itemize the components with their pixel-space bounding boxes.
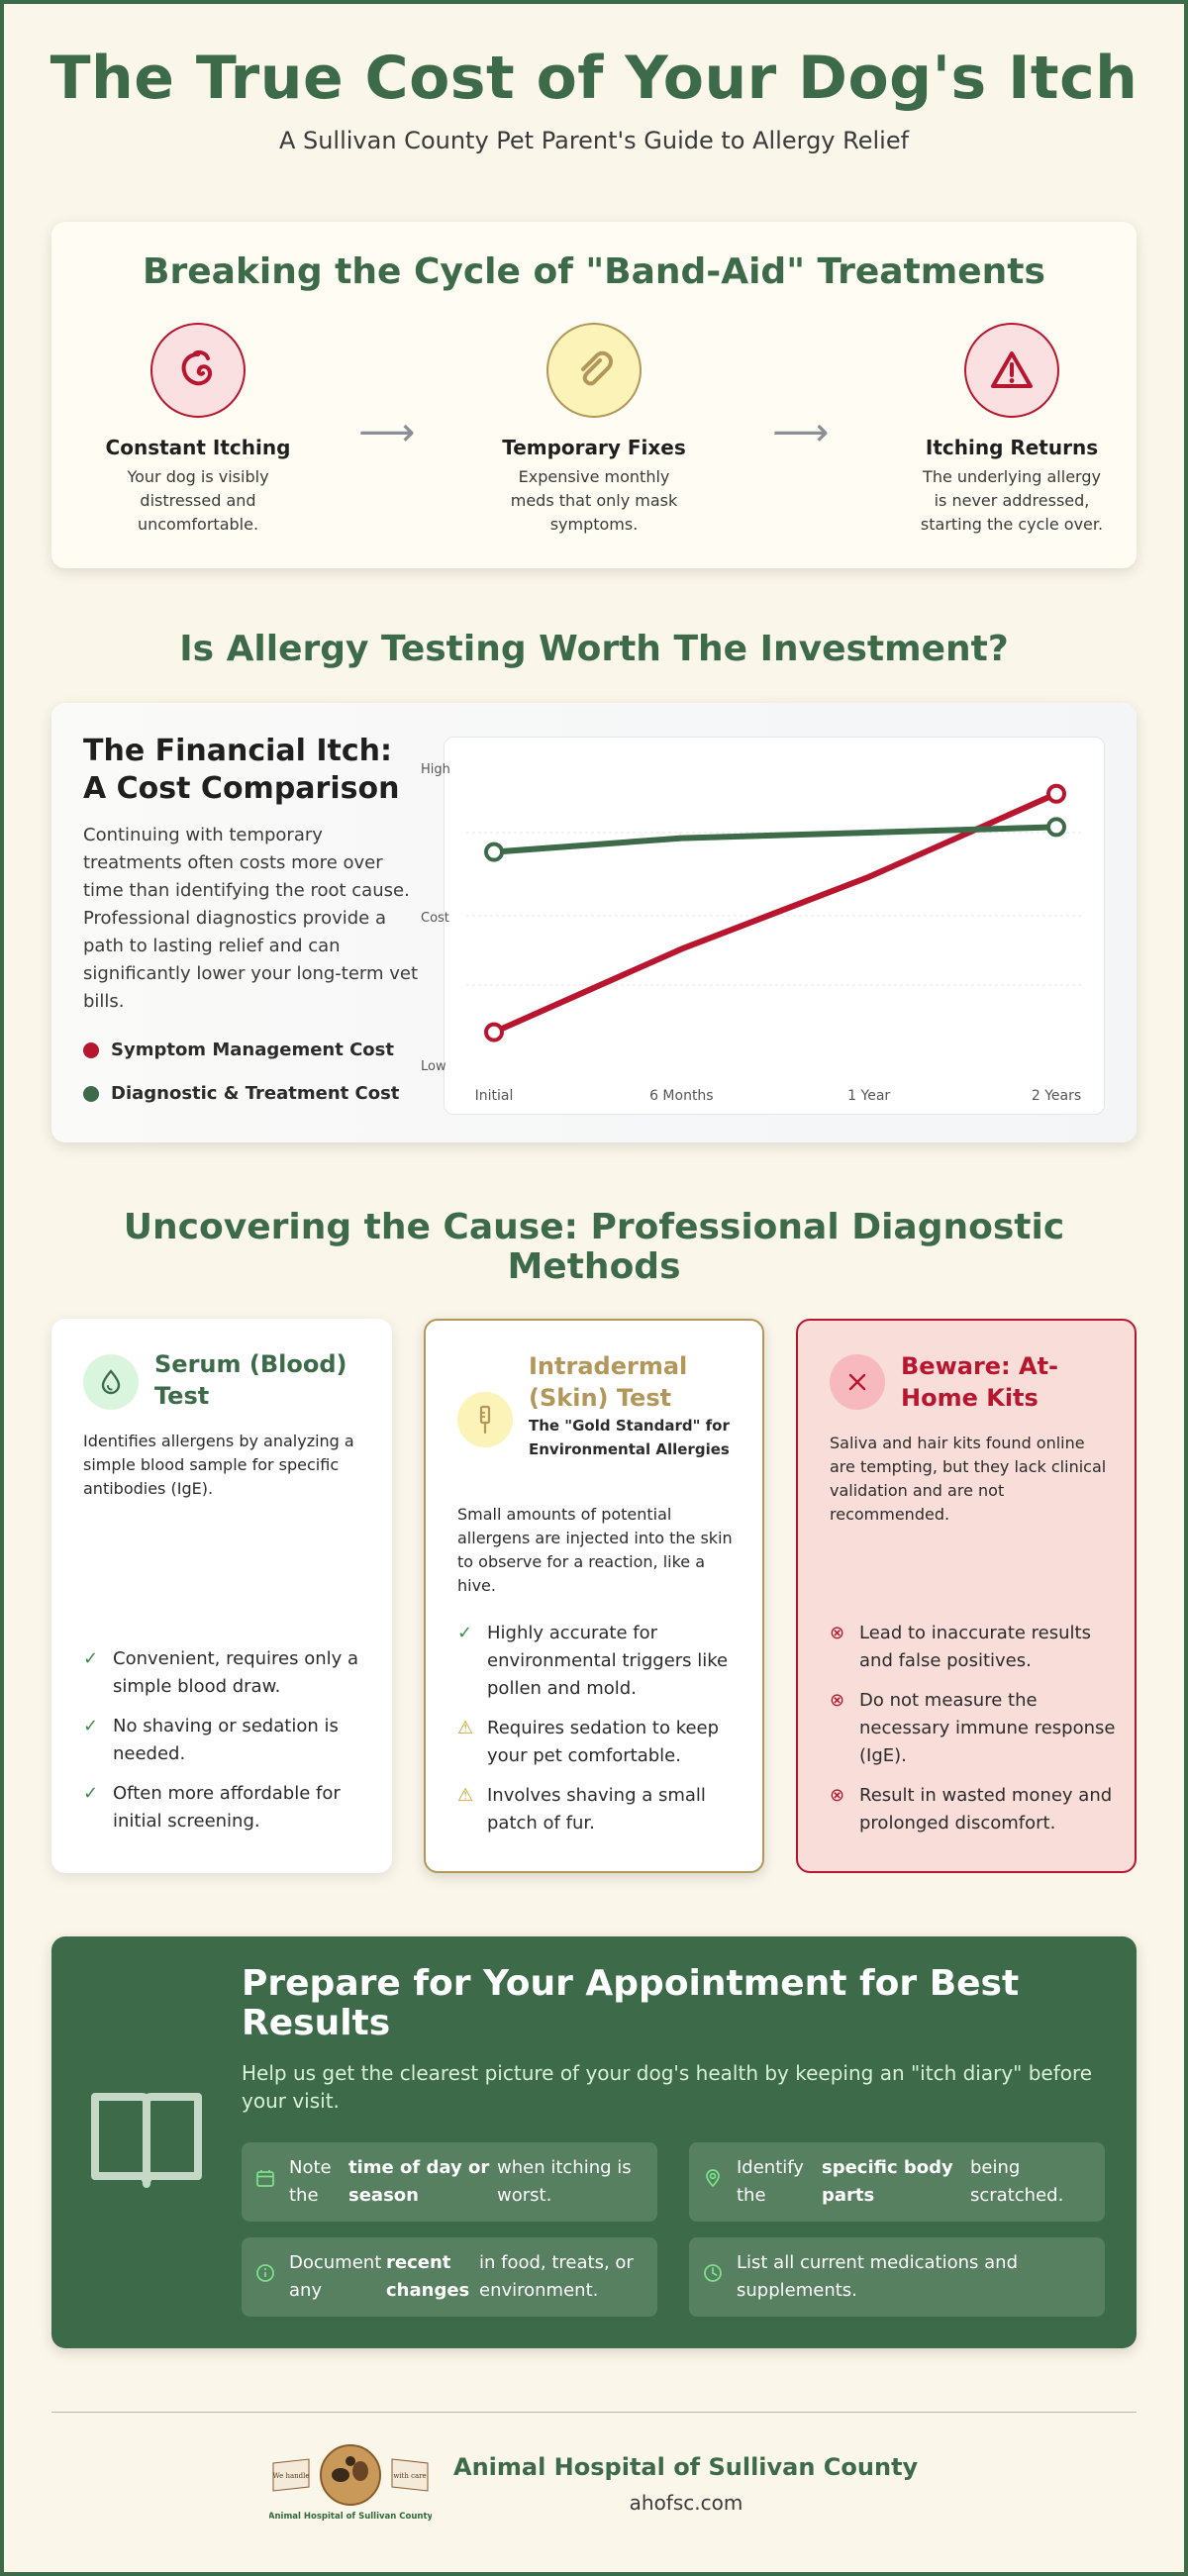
location-pin-icon xyxy=(703,2168,737,2197)
cycle-step-fixes xyxy=(485,323,703,537)
logo-text: Animal Hospital of Sullivan County xyxy=(269,2512,432,2522)
prepare-card xyxy=(51,1936,1137,2348)
x-circle-icon: ⊗ xyxy=(830,1690,845,1711)
list-item xyxy=(830,1620,1117,1675)
tip-text: Document any xyxy=(289,2252,382,2301)
step-title: Temporary Fixes xyxy=(502,436,686,459)
series-line xyxy=(494,827,1056,851)
method-desc: Identifies allergens by analyzing a simple blood sample for specific antibodies (IgE). xyxy=(83,1432,354,1498)
cycle-title: Breaking the Cycle of "Band-Aid" Treatments xyxy=(143,251,1045,292)
legend-item-diagnostic xyxy=(83,1083,399,1104)
x-tick-label: Initial xyxy=(474,1088,514,1104)
step-title: Constant Itching xyxy=(105,436,291,459)
check-icon: ✓ xyxy=(457,1623,473,1643)
x-tick-label: 2 Years xyxy=(1031,1088,1082,1104)
data-point xyxy=(1048,786,1064,802)
step-desc: The underlying allergy is never addressed, starting the cycle over. xyxy=(920,467,1104,534)
x-circle-icon: ⊗ xyxy=(830,1623,845,1643)
list-item xyxy=(457,1620,744,1703)
legend-label: Diagnostic & Treatment Cost xyxy=(111,1083,400,1104)
warning-icon: ⚠ xyxy=(457,1718,474,1738)
tip-text: when itching is worst. xyxy=(497,2157,632,2206)
list-item-text: Often more affordable for initial screening. xyxy=(113,1783,341,1832)
tip-text: being scratched. xyxy=(970,2157,1064,2206)
tip-body-parts xyxy=(689,2142,1105,2222)
tip-text: List all current medications and supplements. xyxy=(737,2252,1019,2301)
method-list xyxy=(83,1645,370,1847)
tip-text: Note the xyxy=(289,2157,332,2206)
cycle-card xyxy=(51,222,1137,568)
tip-highlight: recent changes xyxy=(386,2252,470,2301)
paperclip-icon xyxy=(546,323,642,418)
warning-icon xyxy=(964,323,1059,418)
book-icon xyxy=(87,2085,206,2198)
method-list xyxy=(457,1620,744,1849)
clock-icon xyxy=(703,2263,737,2292)
list-item xyxy=(83,1780,370,1835)
prepare-title: Prepare for Your Appointment for Best Results xyxy=(242,1963,1020,2043)
step-desc: Expensive monthly meds that only mask symptoms. xyxy=(510,467,678,534)
prepare-desc: Help us get the clearest picture of your dog's health by keeping an "itch diary" before your visit. xyxy=(242,2061,1093,2113)
data-point xyxy=(486,1025,502,1040)
tip-text: in food, treats, or environment. xyxy=(479,2252,634,2301)
list-item-text: Convenient, requires only a simple blood draw. xyxy=(113,1648,359,1697)
list-item-text: Result in wasted money and prolonged discomfort. xyxy=(859,1785,1113,1833)
method-card-blood xyxy=(51,1319,392,1873)
method-title: Intradermal (Skin) Test xyxy=(529,1352,688,1412)
syringe-icon xyxy=(457,1392,513,1447)
method-desc: Saliva and hair kits found online are tempting, but they lack clinical validation and are not recommended. xyxy=(830,1434,1107,1524)
method-list xyxy=(830,1620,1117,1849)
y-tick-label: Low xyxy=(421,1059,446,1074)
list-item xyxy=(83,1645,370,1701)
method-title: Beware: At-Home Kits xyxy=(901,1352,1059,1412)
tip-text: Identify the xyxy=(737,2157,804,2206)
x-circle-icon: ⊗ xyxy=(830,1785,845,1806)
legend-label: Symptom Management Cost xyxy=(111,1040,394,1060)
x-tick-label: 1 Year xyxy=(847,1088,891,1104)
list-item-text: Requires sedation to keep your pet comfortable. xyxy=(487,1718,720,1766)
list-item-text: Involves shaving a small patch of fur. xyxy=(487,1785,706,1833)
tip-recent-changes xyxy=(242,2237,657,2317)
cost-chart-svg xyxy=(421,738,1106,1116)
method-title: Serum (Blood) Test xyxy=(154,1350,347,1410)
list-item-text: No shaving or sedation is needed. xyxy=(113,1716,339,1764)
footer-hospital-name: Animal Hospital of Sullivan County xyxy=(453,2453,919,2481)
legend-dot xyxy=(83,1086,99,1102)
cycle-step-itching xyxy=(89,323,307,537)
list-item xyxy=(457,1715,744,1770)
check-icon: ✓ xyxy=(83,1783,99,1804)
method-desc: Small amounts of potential allergens are injected into the skin to observe for a reaction, like a hive. xyxy=(457,1505,733,1595)
list-item xyxy=(830,1687,1117,1770)
logo-banner-left: We handle xyxy=(272,2472,310,2480)
method-subtitle: The "Gold Standard" for Environmental Allergies xyxy=(529,1417,730,1458)
legend-item-symptom xyxy=(83,1040,394,1060)
check-icon: ✓ xyxy=(83,1716,99,1736)
list-item xyxy=(830,1782,1117,1837)
y-axis-label: Cost xyxy=(421,911,449,926)
list-item-text: Lead to inaccurate results and false positives. xyxy=(859,1623,1091,1671)
check-icon: ✓ xyxy=(83,1648,99,1669)
footer-url[interactable]: ahofsc.com xyxy=(629,2491,743,2515)
data-point xyxy=(1048,819,1064,835)
step-title: Itching Returns xyxy=(925,436,1099,459)
droplet-icon xyxy=(83,1354,139,1410)
legend-dot xyxy=(83,1042,99,1058)
logo-banner-right: with care xyxy=(393,2472,427,2480)
cost-card xyxy=(51,703,1137,1142)
itch-icon xyxy=(150,323,246,418)
methods-heading: Uncovering the Cause: Professional Diagnostic Methods xyxy=(123,1207,1065,1287)
data-point xyxy=(486,844,502,860)
arrow-right-icon: ⟶ xyxy=(772,410,830,455)
page-subtitle: A Sullivan County Pet Parent's Guide to Allergy Relief xyxy=(278,127,910,154)
list-item xyxy=(457,1782,744,1837)
cost-chart xyxy=(421,737,1105,1115)
tip-highlight: time of day or season xyxy=(348,2157,490,2206)
close-icon xyxy=(830,1354,885,1410)
cost-description: Continuing with temporary treatments often costs more over time than identifying the root cause. Professional diagnostics provide a path to lasting relief and can significantly lower your long-term vet bills. xyxy=(83,825,419,1012)
warning-icon: ⚠ xyxy=(457,1785,474,1806)
step-desc: Your dog is visibly distressed and uncomfortable. xyxy=(127,467,269,534)
method-card-home-kits xyxy=(796,1319,1137,1873)
worth-heading: Is Allergy Testing Worth The Investment? xyxy=(179,629,1009,669)
tip-medications xyxy=(689,2237,1105,2317)
list-item-text: Do not measure the necessary immune response (IgE). xyxy=(859,1690,1116,1766)
calendar-icon xyxy=(255,2168,289,2197)
hospital-logo xyxy=(269,2441,432,2525)
method-card-skin xyxy=(424,1319,764,1873)
tip-time-of-day xyxy=(242,2142,657,2222)
list-item-text: Highly accurate for environmental triggers like pollen and mold. xyxy=(487,1623,729,1699)
arrow-right-icon: ⟶ xyxy=(358,410,416,455)
footer-divider xyxy=(51,2412,1137,2413)
cycle-step-returns xyxy=(903,323,1121,537)
list-item xyxy=(83,1713,370,1768)
tip-highlight: specific body parts xyxy=(822,2157,953,2206)
y-tick-label: High xyxy=(421,762,450,777)
cost-title: The Financial Itch: A Cost Comparison xyxy=(83,734,400,806)
page-title: The True Cost of Your Dog's Itch xyxy=(50,44,1138,113)
info-icon xyxy=(255,2263,289,2292)
x-tick-label: 6 Months xyxy=(649,1088,714,1104)
